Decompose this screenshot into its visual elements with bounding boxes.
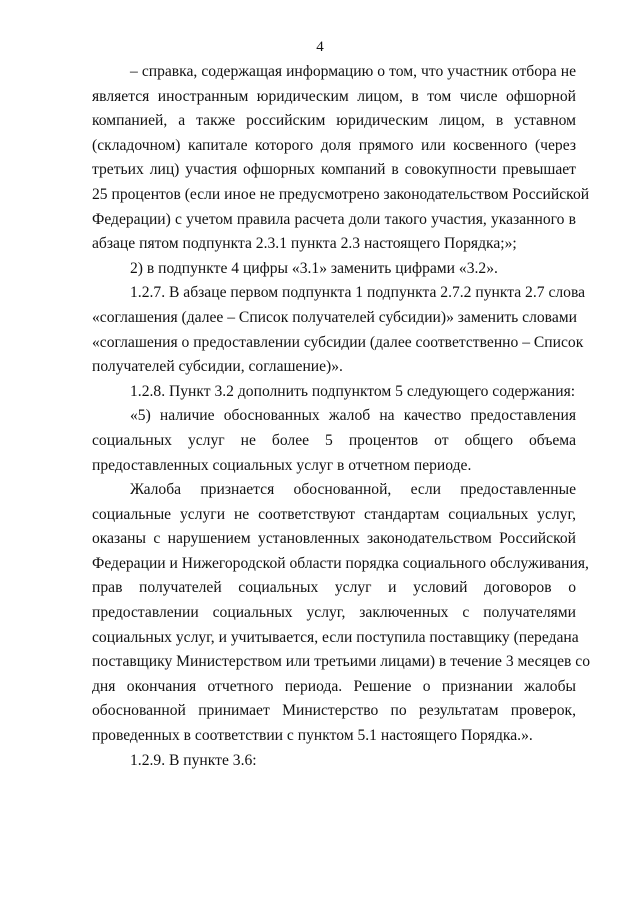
- paragraph-1-2-9: [92, 749, 576, 774]
- text-line: дня окончания отчетного периода. Решение о признании жалобы: [92, 677, 576, 695]
- text-line: 1.2.7. В абзаце первом подпункта 1 подпункта 2.7.2 пункта 2.7 слова: [130, 284, 586, 302]
- text-line: – справка, содержащая информацию о том, что участник отбора не: [130, 63, 576, 80]
- text-line: социальных услуг не более 5 процентов от общего объема: [92, 431, 576, 449]
- text-line: 1.2.9. В пункте 3.6:: [130, 751, 257, 769]
- text-line: прав получателей социальных услуг и условий договоров о: [92, 579, 576, 597]
- text-line: проведенных в соответствии с пунктом 5.1 настоящего Порядка.».: [92, 727, 533, 745]
- text-line: 2) в подпункте 4 цифры «3.1» заменить цифрами «3.2».: [130, 259, 498, 277]
- text-line: оказаны с нарушением установленных законодательством Российской: [92, 530, 576, 548]
- paragraph-certificate: [92, 60, 590, 257]
- text-line: обоснованной принимает Министерство по результатам проверок,: [92, 702, 576, 720]
- text-line: Жалоба признается обоснованной, если предоставленные: [130, 481, 576, 499]
- text-line: предоставленных социальных услуг в отчетном периоде.: [92, 456, 472, 474]
- text-line: компанией, а также российским юридическим лицом, в уставном: [92, 112, 576, 130]
- page-number: 4: [316, 39, 324, 55]
- text-line: Федерации) с учетом правила расчета доли такого участия, указанного в: [92, 210, 576, 228]
- paragraph-subitem-4: [92, 257, 576, 282]
- text-line: социальные услуги не соответствуют стандартам социальных услуг,: [92, 505, 576, 523]
- text-line: является иностранным юридическим лицом, в том числе офшорной: [92, 87, 576, 105]
- text-line: 1.2.8. Пункт 3.2 дополнить подпунктом 5 следующего содержания:: [130, 382, 576, 400]
- paragraph-1-2-7: [92, 281, 586, 379]
- text-line: 25 процентов (если иное не предусмотрено законодательством Российской: [92, 185, 590, 203]
- paragraph-1-2-8: [92, 380, 576, 405]
- text-line: предоставлении социальных услуг, заключенных с получателями: [92, 604, 576, 622]
- text-line: третьих лиц) участия офшорных компаний в совокупности превышает: [92, 161, 576, 179]
- document-body: [92, 60, 591, 773]
- paragraph-subitem-5: [92, 404, 576, 478]
- paragraph-complaint-definition: [92, 478, 591, 749]
- text-line: Федерации и Нижегородской области порядка социального обслуживания,: [92, 554, 589, 572]
- text-line: поставщику Министерством или третьими лицами) в течение 3 месяцев со: [92, 653, 591, 671]
- text-line: абзаце пятом подпункта 2.3.1 пункта 2.3 настоящего Порядка;»;: [92, 235, 517, 253]
- text-line: социальных услуг, и учитывается, если поступила поставщику (передана: [92, 628, 579, 646]
- text-line: «соглашения о предоставлении субсидии (далее соответственно – Список: [92, 333, 584, 351]
- text-line: «соглашения (далее – Список получателей субсидии)» заменить словами: [92, 308, 577, 326]
- text-line: (складочном) капитале которого доля прямого или косвенного (через: [92, 136, 576, 154]
- text-line: «5) наличие обоснованных жалоб на качество предоставления: [130, 407, 576, 425]
- text-line: получателей субсидии, соглашение)».: [92, 358, 343, 376]
